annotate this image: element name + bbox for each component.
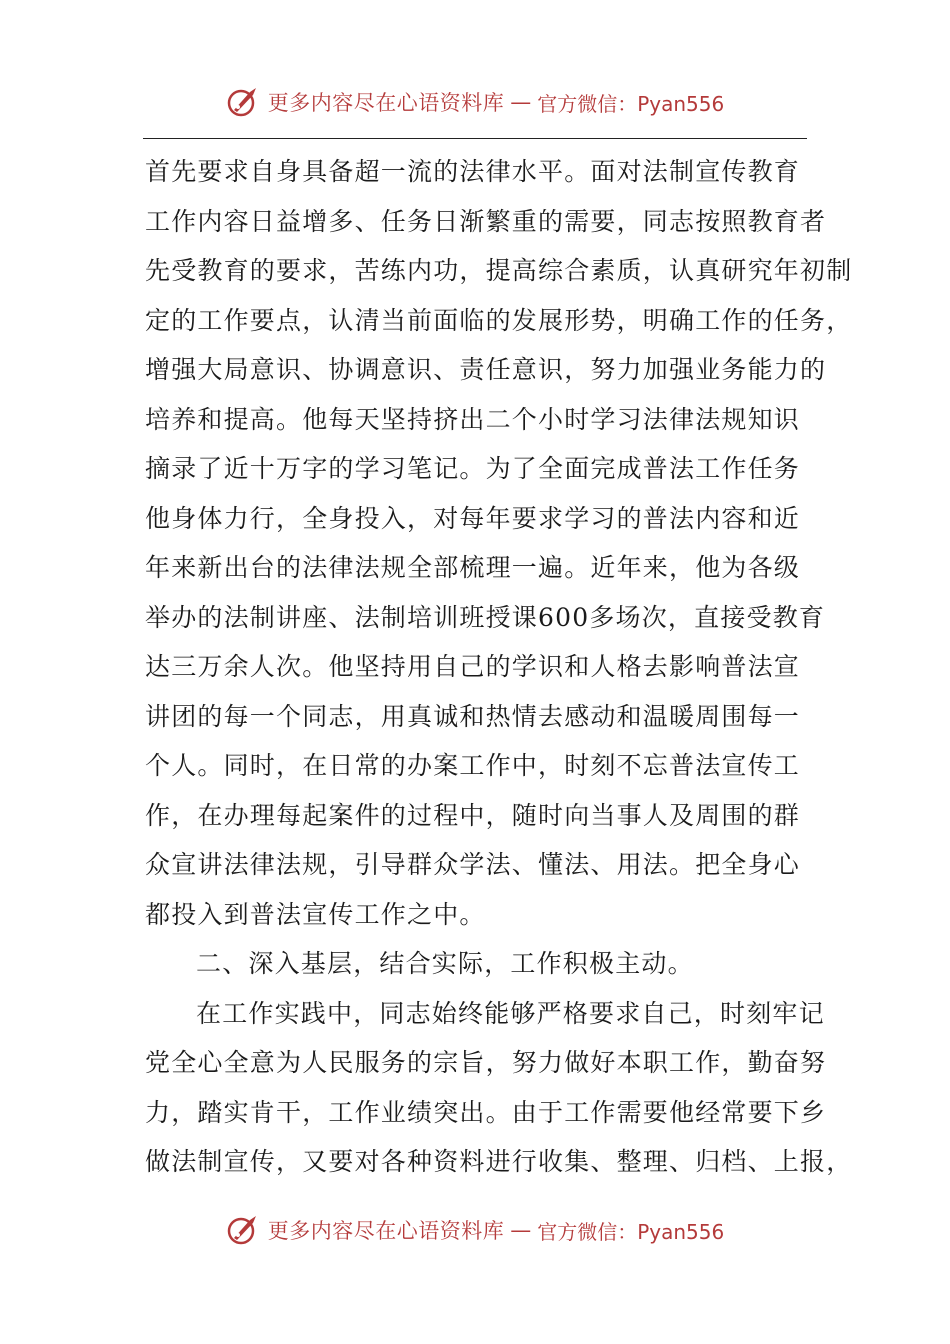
text-line: 个人。同时，在日常的办案工作中，时刻不忘普法宣传工 [145,751,801,780]
pen-nib-logo-icon [226,84,262,120]
header-wechat-text: 官方微信：Pyan556 [537,91,725,116]
text-line: 先受教育的要求，苦练内功，提高综合素质，认真研究年初制 [145,256,853,285]
text-line: 工作内容日益增多、任务日渐繁重的需要，同志按照教育者 [145,206,827,236]
text-line: 他身体力行，全身投入，对每年要求学习的普法内容和近 [145,503,801,533]
text-line: 增强大局意识、协调意识、责任意识，努力加强业务能力的 [145,355,827,384]
text-line: 举办的法制讲座、法制培训班授课600多场次，直接受教育 [145,602,826,632]
text-line: 年来新出台的法律法规全部梳理一遍。近年来，他为各级 [145,553,801,582]
text-line: 力，踏实肯干，工作业绩突出。由于工作需要他经常要下乡 [145,1097,827,1127]
text-line: 讲团的每一个同志，用真诚和热情去感动和温暖周围每一 [145,701,801,731]
footer-separator: — [510,1218,532,1242]
header-site-text: 更多内容尽在心语资料库 [267,91,505,115]
footer-wechat-text: 官方微信：Pyan556 [537,1219,725,1244]
text-line: 达三万余人次。他坚持用自己的学识和人格去影响普法宣 [145,652,801,681]
text-line: 培养和提高。他每天坚持挤出二个小时学习法律法规知识 [145,404,801,434]
text-line: 摘录了近十万字的学习笔记。为了全面完成普法工作任务 [145,454,801,483]
text-line: 作，在办理每起案件的过程中，随时向当事人及周围的群 [145,800,801,830]
section-heading: 二、深入基层，结合实际，工作积极主动。 [196,949,694,978]
text-line: 众宣讲法律法规，引导群众学法、懂法、用法。把全身心 [145,850,801,879]
header-separator: — [510,90,532,114]
text-line: 做法制宣传，又要对各种资料进行收集、整理、归档、上报， [145,1147,853,1176]
text-line: 党全心全意为人民服务的宗旨，努力做好本职工作，勤奋努 [145,1048,827,1077]
text-line: 首先要求自身具备超一流的法律水平。面对法制宣传教育 [145,157,801,186]
header-banner [0,82,950,122]
footer-site-text: 更多内容尽在心语资料库 [267,1219,505,1243]
pen-nib-logo-icon [226,1212,262,1248]
document-body [145,147,853,1187]
paragraph-start-line: 在工作实践中，同志始终能够严格要求自己，时刻牢记 [196,998,825,1028]
footer-banner [0,1210,950,1250]
text-line: 都投入到普法宣传工作之中。 [145,899,486,929]
header-divider [143,138,807,139]
text-line: 定的工作要点，认清当前面临的发展形势，明确工作的任务， [145,305,853,335]
